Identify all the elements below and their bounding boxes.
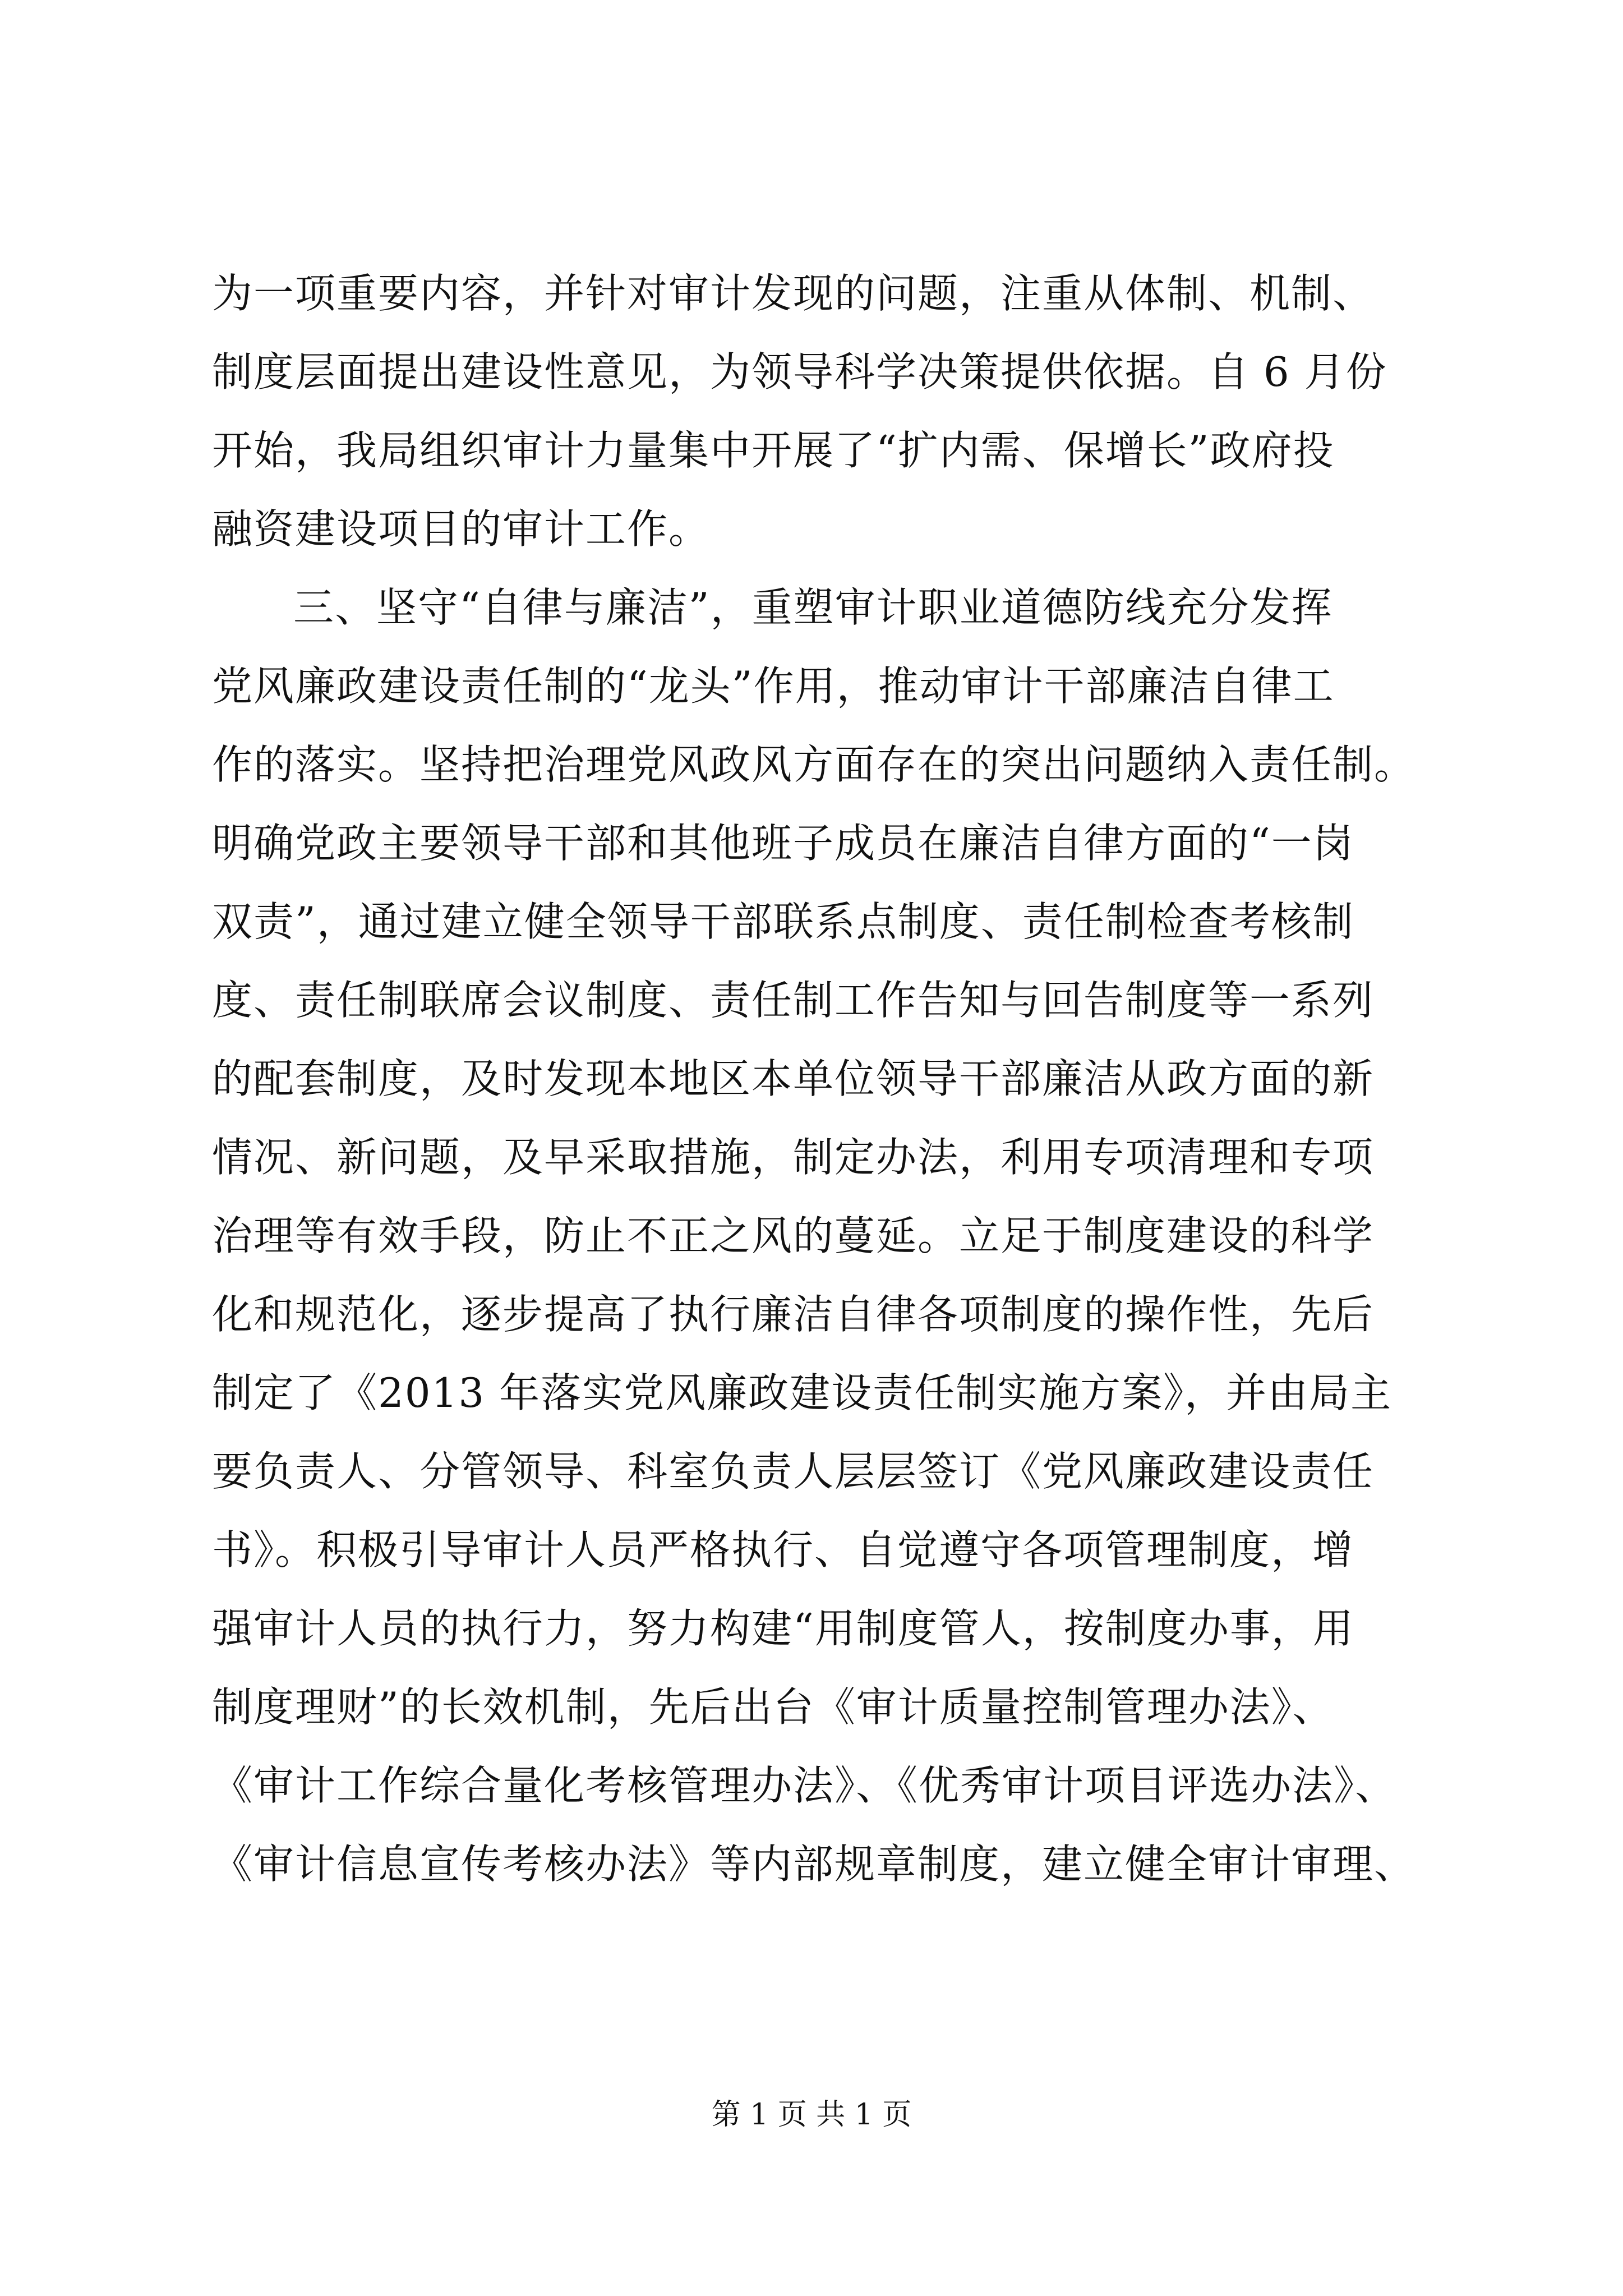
text-line: 度、责任制联席会议制度、责任制工作告知与回告制度等一系列 <box>212 977 1375 1024</box>
text-line: 制度层面提出建设性意见，为领导科学决策提供依据。自 6 月份 <box>212 348 1387 395</box>
text-line: 的配套制度，及时发现本地区本单位领导干部廉洁从政方面的新 <box>212 1055 1375 1102</box>
text-line: 治理等有效手段，防止不正之风的蔓延。立足于制度建设的科学 <box>212 1212 1375 1259</box>
text-line: 明确党政主要领导干部和其他班子成员在廉洁自律方面的“一岗 <box>212 820 1354 867</box>
paragraph-heading-line: 三、坚守“自律与廉洁”，重塑审计职业道德防线充分发挥 <box>293 584 1333 631</box>
text-line: 党风廉政建设责任制的“龙头”作用，推动审计干部廉洁自律工 <box>212 662 1335 710</box>
text-line: 双责”，通过建立健全领导干部联系点制度、责任制检查考核制 <box>212 898 1354 945</box>
text-line: 为一项重要内容，并针对审计发现的问题，注重从体制、机制、 <box>212 270 1375 317</box>
page-footer: 第 1 页 共 1 页 <box>711 2098 912 2132</box>
text-line: 《审计信息宣传考核办法》等内部规章制度，建立健全审计审理、 <box>212 1841 1416 1888</box>
text-line: 作的落实。坚持把治理党风政风方面存在的突出问题纳入责任制。 <box>212 741 1416 788</box>
text-line: 制定了《2013 年落实党风廉政建设责任制实施方案》，并由局主 <box>212 1369 1393 1416</box>
text-line: 开始，我局组织审计力量集中开展了“扩内需、保增长”政府投 <box>212 427 1335 474</box>
text-line: 要负责人、分管领导、科室负责人层层签订《党风廉政建设责任 <box>212 1448 1375 1495</box>
text-line: 书》。积极引导审计人员严格执行、自觉遵守各项管理制度，增 <box>212 1526 1354 1573</box>
text-line: 情况、新问题，及早采取措施，制定办法，利用专项清理和专项 <box>212 1134 1375 1181</box>
text-line: 《审计工作综合量化考核管理办法》、《优秀审计项目评选办法》、 <box>212 1762 1397 1809</box>
text-line: 强审计人员的执行力，努力构建“用制度管人，按制度办事，用 <box>212 1605 1354 1652</box>
text-line: 融资建设项目的审计工作。 <box>212 505 711 553</box>
text-line: 制度理财”的长效机制，先后出台《审计质量控制管理办法》、 <box>212 1683 1334 1731</box>
text-line: 化和规范化，逐步提高了执行廉洁自律各项制度的操作性，先后 <box>212 1291 1375 1338</box>
